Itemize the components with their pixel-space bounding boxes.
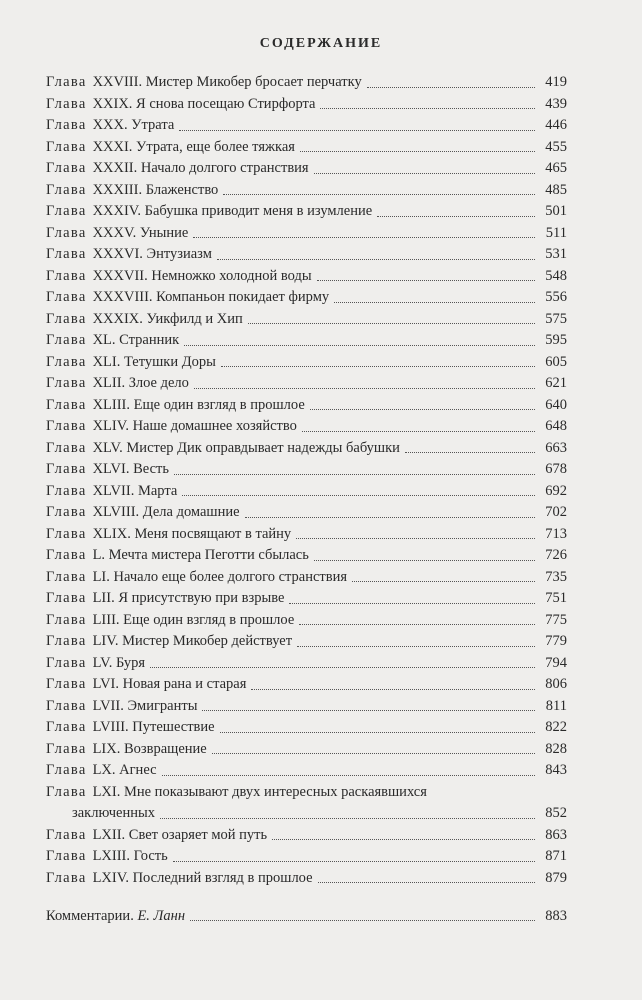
leader-dots <box>223 194 535 195</box>
page-number: 439 <box>545 95 567 112</box>
page-number: 702 <box>545 504 567 520</box>
toc-entry-line <box>46 440 400 456</box>
toc-entry[interactable] <box>46 137 567 159</box>
toc-entry[interactable] <box>46 309 567 331</box>
chapter-prefix: Глава <box>46 461 87 477</box>
chapter-prefix: Глава <box>46 740 87 757</box>
toc-entry-text <box>46 674 531 696</box>
toc-entry-line <box>46 698 197 714</box>
toc-entry-text <box>46 352 531 374</box>
page-number: 692 <box>545 482 567 499</box>
page-number: 775 <box>545 611 567 628</box>
toc-entry[interactable] <box>46 760 567 782</box>
toc-entry[interactable] <box>46 72 567 94</box>
chapter-prefix: Глава <box>46 246 87 262</box>
page-number: 531 <box>545 246 567 262</box>
chapter-prefix: Глава <box>46 482 87 499</box>
chapter-prefix: Глава <box>46 353 87 370</box>
chapter-title: LV. Буря <box>92 654 146 671</box>
toc-entry[interactable] <box>46 567 567 589</box>
toc-entry[interactable] <box>46 395 567 417</box>
leader-dots <box>174 474 535 475</box>
toc-entry-line <box>46 397 305 413</box>
chapter-title: XXXI. Утрата, еще более тяжкая <box>92 138 295 155</box>
toc-entry-line <box>46 741 207 757</box>
page-number: 806 <box>545 676 567 692</box>
chapter-prefix: Глава <box>46 633 87 649</box>
leader-dots <box>251 689 535 690</box>
chapter-prefix: Глава <box>46 439 87 456</box>
leader-dots <box>310 409 535 410</box>
page-number: 828 <box>545 740 567 757</box>
toc-entry[interactable] <box>46 846 567 868</box>
toc-entry-line <box>46 569 347 585</box>
chapter-title: LX. Агнес <box>92 762 157 778</box>
chapter-title: XLIII. Еще один взгляд в прошлое <box>92 396 305 413</box>
chapter-title: XXXV. Уныние <box>92 224 189 241</box>
page-number: 595 <box>545 332 567 348</box>
toc-entry-line <box>46 117 174 133</box>
toc-entry[interactable] <box>46 373 567 395</box>
leader-dots <box>160 818 535 819</box>
toc-entry-text <box>46 631 531 653</box>
leader-dots <box>221 366 535 367</box>
chapter-title: LXI. Мне показывают двух интересных раскаявшихся <box>92 783 427 800</box>
page-number: 678 <box>545 461 567 477</box>
toc-entry[interactable] <box>46 115 567 137</box>
toc-entry-line <box>46 870 313 886</box>
toc-entry-text <box>46 158 531 180</box>
leader-dots <box>352 581 535 582</box>
page-number: 726 <box>545 547 567 563</box>
toc-entry-text <box>46 610 531 632</box>
leader-dots <box>190 920 535 921</box>
chapter-title-continued: заключенных <box>72 805 155 821</box>
toc-entry[interactable] <box>46 158 567 180</box>
toc-entry-line <box>46 848 168 864</box>
chapter-title: XLIV. Наше домашнее хозяйство <box>92 418 297 434</box>
leader-dots <box>220 732 535 733</box>
toc-entry[interactable] <box>46 223 567 245</box>
toc-entry[interactable] <box>46 696 567 718</box>
toc-entry-text <box>46 287 531 309</box>
leader-dots <box>405 452 535 453</box>
toc-entry-line <box>46 96 315 112</box>
toc-entry-text <box>46 201 531 223</box>
toc-entry-text <box>46 760 531 782</box>
toc-entry-text <box>46 223 531 245</box>
chapter-prefix: Глава <box>46 74 87 90</box>
page-number: 455 <box>545 138 567 155</box>
chapter-prefix: Глава <box>46 160 87 176</box>
toc-entry[interactable] <box>46 524 567 546</box>
toc-entry[interactable] <box>46 330 567 352</box>
toc-entry-text <box>46 115 531 137</box>
chapter-prefix: Глава <box>46 267 87 284</box>
chapter-title: XLII. Злое дело <box>92 375 189 391</box>
leader-dots <box>194 388 535 389</box>
chapter-title: LXII. Свет озаряет мой путь <box>92 826 268 843</box>
toc-entry-text <box>46 137 531 159</box>
chapter-title: XLIX. Меня посвящают в тайну <box>92 525 292 542</box>
leader-dots <box>173 861 535 862</box>
leader-dots <box>302 431 535 432</box>
chapter-prefix: Глава <box>46 504 87 520</box>
leader-dots <box>245 517 535 518</box>
chapter-title: L. Мечта мистера Пеготти сбылась <box>92 547 309 563</box>
toc-entry-text <box>46 330 531 352</box>
chapter-title: XLVIII. Дела домашние <box>92 504 240 520</box>
toc-entry-line <box>46 526 291 542</box>
leader-dots <box>296 538 535 539</box>
leader-dots <box>150 667 535 668</box>
chapter-prefix: Глава <box>46 869 87 886</box>
chapter-prefix: Глава <box>46 224 87 241</box>
toc-entry-line <box>46 547 309 563</box>
leader-dots <box>297 646 535 647</box>
page-number: 446 <box>545 117 567 133</box>
toc-entry-line <box>46 268 312 284</box>
chapter-prefix: Глава <box>46 611 87 628</box>
page-number: 843 <box>545 762 567 778</box>
toc-entry-line <box>46 332 179 348</box>
leader-dots <box>377 216 535 217</box>
toc-entry-line <box>46 461 169 477</box>
toc-entry[interactable] <box>46 481 567 503</box>
page-number: 648 <box>545 418 567 434</box>
chapter-title: LVI. Новая рана и старая <box>92 676 247 692</box>
chapter-title: XXVIII. Мистер Микобер бросает перчатку <box>92 74 362 90</box>
toc-entry-line <box>46 354 216 370</box>
page-number: 883 <box>545 908 567 924</box>
toc-entry-line <box>46 375 189 391</box>
chapter-title: XLVII. Марта <box>92 482 178 499</box>
chapter-prefix: Глава <box>46 590 87 606</box>
chapter-prefix: Глава <box>46 697 87 714</box>
toc-entry-text <box>46 416 531 438</box>
page-number: 735 <box>545 568 567 585</box>
chapter-prefix: Глава <box>46 719 87 735</box>
toc-entry[interactable] <box>46 717 567 739</box>
page-number: 605 <box>545 353 567 370</box>
toc-entry-text <box>46 846 531 868</box>
page-number: 511 <box>545 224 567 241</box>
chapter-title: LXIII. Гость <box>92 848 168 864</box>
page-number: 419 <box>545 74 567 90</box>
toc-entry-line <box>46 655 145 671</box>
toc-entry[interactable] <box>46 653 567 675</box>
chapter-title: LXIV. Последний взгляд в прошлое <box>92 869 313 886</box>
toc-entry-text <box>46 309 531 331</box>
chapter-prefix: Глава <box>46 203 87 219</box>
toc-entry-line <box>46 719 215 735</box>
table-of-contents <box>46 72 567 889</box>
chapter-title: XXXIII. Блаженство <box>92 181 219 198</box>
toc-entry[interactable] <box>46 868 567 890</box>
chapter-prefix: Глава <box>46 332 87 348</box>
page-number: 713 <box>545 525 567 542</box>
toc-entry-line <box>46 311 243 327</box>
toc-entry-line <box>46 504 240 520</box>
chapter-title: XXXII. Начало долгого странствия <box>92 160 309 176</box>
toc-entry-text <box>46 481 531 503</box>
leader-dots <box>212 753 535 754</box>
chapter-title: XXXIV. Бабушка приводит меня в изумление <box>92 203 373 219</box>
chapter-prefix: Глава <box>46 289 87 305</box>
toc-entry-text <box>46 266 531 288</box>
page-number: 779 <box>545 633 567 649</box>
toc-entry[interactable] <box>46 545 567 567</box>
toc-entry-line <box>46 612 294 628</box>
toc-entry-line <box>46 418 297 434</box>
chapter-title: XXXVII. Немножко холодной воды <box>92 267 312 284</box>
chapter-prefix: Глава <box>46 676 87 692</box>
chapter-title: LII. Я присутствую при взрыве <box>92 590 285 606</box>
toc-entry-text <box>46 180 531 202</box>
leader-dots <box>317 280 535 281</box>
leader-dots <box>202 710 535 711</box>
toc-entry-text <box>46 696 531 718</box>
chapter-title: XXXVIII. Компаньон покидает фирму <box>92 289 330 305</box>
toc-entry[interactable] <box>46 438 567 460</box>
toc-entry-line <box>46 483 177 499</box>
toc-entry-text <box>46 502 531 524</box>
page-number: 575 <box>545 310 567 327</box>
chapter-title: XXX. Утрата <box>92 117 175 133</box>
chapter-prefix: Глава <box>46 95 87 112</box>
toc-entry[interactable] <box>46 201 567 223</box>
page-number: 852 <box>545 805 567 821</box>
chapter-title: LVIII. Путешествие <box>92 719 215 735</box>
toc-entry-text <box>46 653 531 675</box>
toc-entry[interactable] <box>46 674 567 696</box>
page-number: 751 <box>545 590 567 606</box>
toc-entry-text <box>46 588 531 610</box>
page-number: 621 <box>545 375 567 391</box>
toc-entry-line <box>46 762 157 778</box>
toc-entry-line <box>46 827 267 843</box>
leader-dots <box>184 345 535 346</box>
chapter-prefix: Глава <box>46 396 87 413</box>
leader-dots <box>320 108 535 109</box>
chapter-prefix: Глава <box>46 418 87 434</box>
toc-entry-line <box>46 782 531 804</box>
toc-entry-line <box>46 633 292 649</box>
page-number: 811 <box>545 697 567 714</box>
chapter-title: LIX. Возвращение <box>92 740 207 757</box>
page-number: 640 <box>545 396 567 413</box>
toc-entry[interactable] <box>46 782 567 825</box>
page-number: 822 <box>545 719 567 735</box>
toc-entry-text <box>46 717 531 739</box>
toc-entry-line <box>46 246 212 262</box>
toc-entry[interactable] <box>46 287 567 309</box>
page-number: 485 <box>545 181 567 198</box>
toc-entry-text <box>46 459 531 481</box>
chapter-title: XXXIX. Уикфилд и Хип <box>92 310 243 327</box>
page-title: СОДЕРЖАНИЕ <box>259 36 383 51</box>
toc-entry[interactable] <box>46 459 567 481</box>
chapter-prefix: Глава <box>46 654 87 671</box>
toc-entry-commentary[interactable] <box>46 905 567 927</box>
leader-dots <box>248 323 535 324</box>
leader-dots <box>179 130 535 131</box>
chapter-title: XLI. Тетушки Доры <box>92 353 216 370</box>
commentary-author: Е. Ланн <box>137 908 186 924</box>
chapter-prefix: Глава <box>46 848 87 864</box>
toc-entry-line <box>46 139 295 155</box>
toc-entry[interactable] <box>46 825 567 847</box>
toc-entry-line <box>46 676 246 692</box>
toc-entry-text <box>46 868 531 890</box>
chapter-title: XLV. Мистер Дик оправдывает надежды бабушки <box>92 439 400 456</box>
chapter-prefix: Глава <box>46 181 87 198</box>
page-number: 879 <box>545 869 567 886</box>
chapter-title: LI. Начало еще более долгого странствия <box>92 568 348 585</box>
toc-entry[interactable] <box>46 416 567 438</box>
toc-entry-text <box>46 373 531 395</box>
toc-entry[interactable] <box>46 502 567 524</box>
leader-dots <box>318 882 535 883</box>
page-number: 794 <box>545 654 567 671</box>
toc-entry-line <box>46 74 362 90</box>
leader-dots <box>334 302 535 303</box>
toc-entry-line <box>46 225 188 241</box>
chapter-prefix: Глава <box>46 783 87 800</box>
commentary-label: Комментарии. <box>46 908 134 924</box>
chapter-prefix: Глава <box>46 375 87 391</box>
toc-entry-text <box>46 567 531 589</box>
toc-entry-text <box>46 438 531 460</box>
chapter-prefix: Глава <box>46 826 87 843</box>
toc-entry-line <box>46 289 329 305</box>
chapter-title: XXXVI. Энтузиазм <box>92 246 212 262</box>
leader-dots <box>289 603 535 604</box>
toc-entry-text <box>46 244 531 266</box>
toc-entry-text <box>46 545 531 567</box>
page-number: 663 <box>545 439 567 456</box>
page-number: 556 <box>545 289 567 305</box>
toc-entry[interactable] <box>46 94 567 116</box>
chapter-prefix: Глава <box>46 762 87 778</box>
chapter-prefix: Глава <box>46 547 87 563</box>
chapter-prefix: Глава <box>46 310 87 327</box>
chapter-prefix: Глава <box>46 138 87 155</box>
chapter-title: LVII. Эмигранты <box>92 697 198 714</box>
chapter-title: LIII. Еще один взгляд в прошлое <box>92 611 295 628</box>
chapter-title: XXIX. Я снова посещаю Стирфорта <box>92 95 316 112</box>
leader-dots <box>182 495 535 496</box>
toc-entry-text <box>46 825 531 847</box>
toc-entry-text <box>46 72 531 94</box>
toc-entry-line <box>46 182 218 198</box>
toc-entry[interactable] <box>46 739 567 761</box>
toc-entry-text <box>46 94 531 116</box>
chapter-prefix: Глава <box>46 525 87 542</box>
toc-entry[interactable] <box>46 352 567 374</box>
toc-entry-line <box>46 160 309 176</box>
chapter-title: XLVI. Весть <box>92 461 169 477</box>
toc-entry-text <box>46 395 531 417</box>
leader-dots <box>193 237 535 238</box>
leader-dots <box>314 173 535 174</box>
chapter-title: XL. Странник <box>92 332 180 348</box>
toc-entry[interactable] <box>46 266 567 288</box>
chapter-prefix: Глава <box>46 568 87 585</box>
toc-entry-line <box>46 203 372 219</box>
toc-entry-text <box>46 524 531 546</box>
chapter-title: LIV. Мистер Микобер действует <box>92 633 293 649</box>
leader-dots <box>272 839 535 840</box>
page-number: 863 <box>545 826 567 843</box>
toc-entry-line <box>46 590 284 606</box>
toc-entry[interactable] <box>46 631 567 653</box>
toc-entry[interactable] <box>46 244 567 266</box>
page-number: 465 <box>545 160 567 176</box>
leader-dots <box>162 775 535 776</box>
page-number: 501 <box>545 203 567 219</box>
leader-dots <box>300 151 535 152</box>
page-number: 871 <box>545 848 567 864</box>
chapter-prefix: Глава <box>46 117 87 133</box>
page-number: 548 <box>545 267 567 284</box>
leader-dots <box>217 259 535 260</box>
toc-entry[interactable] <box>46 610 567 632</box>
toc-entry[interactable] <box>46 588 567 610</box>
toc-entry-text <box>46 739 531 761</box>
toc-entry[interactable] <box>46 180 567 202</box>
leader-dots <box>314 560 535 561</box>
leader-dots <box>367 87 535 88</box>
leader-dots <box>299 624 535 625</box>
commentary-text <box>46 905 185 927</box>
